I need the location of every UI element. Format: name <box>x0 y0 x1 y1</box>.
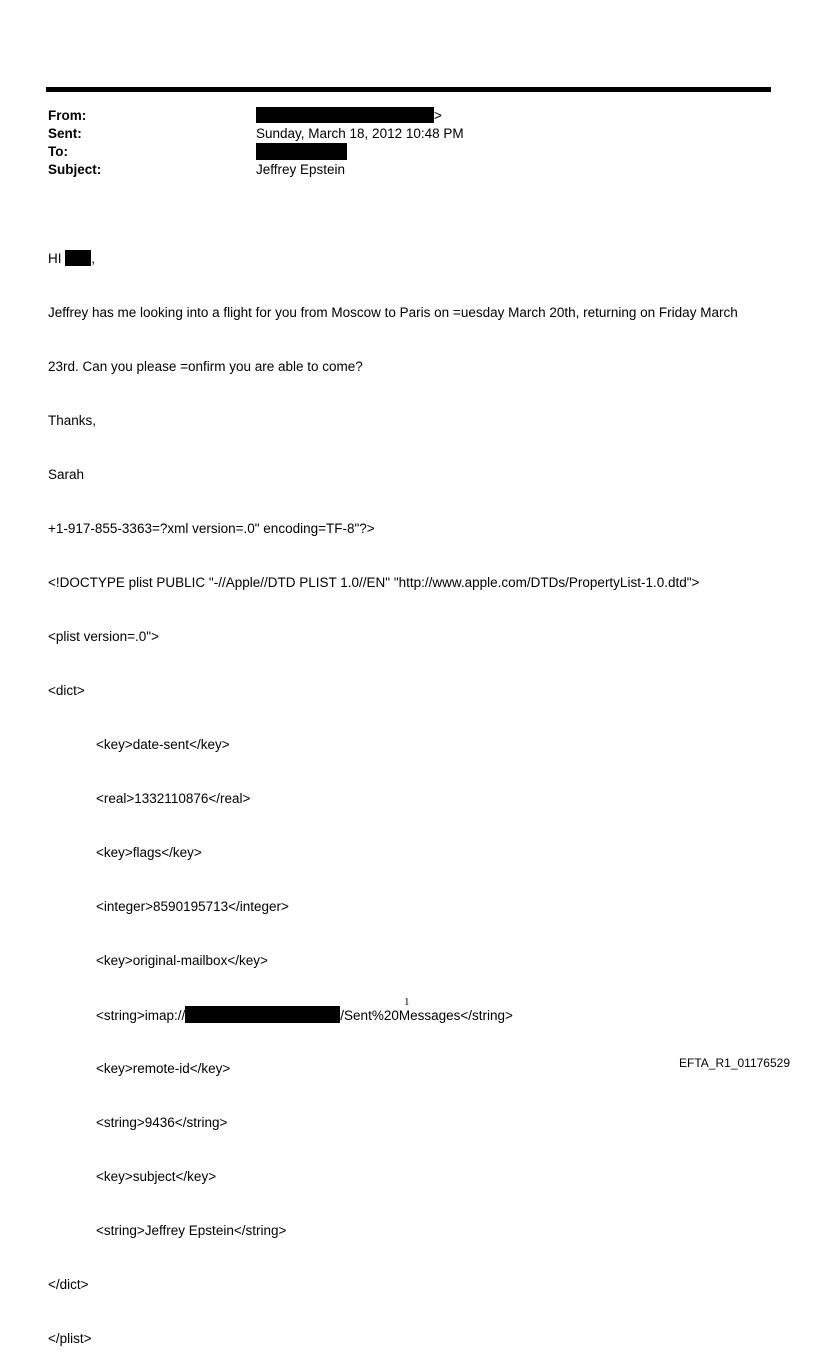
plist-key-line: <key>original-mailbox</key> <box>96 953 268 968</box>
thanks-line: Thanks, <box>48 413 97 428</box>
to-value <box>256 143 347 162</box>
redaction-box <box>185 1006 340 1023</box>
redaction-box <box>65 250 91 266</box>
from-value <box>256 107 442 125</box>
page-number: 1 <box>404 996 410 1008</box>
greeting-suffix: , <box>91 251 96 266</box>
plist-key-line: <key>subject</key> <box>96 1169 217 1184</box>
greeting: HI <box>48 251 62 266</box>
subject-label: Subject: <box>48 162 102 177</box>
plist-mailbox-line <box>48 1006 738 1024</box>
plist-key-line: <key>flags</key> <box>96 845 202 860</box>
from-label: From: <box>48 108 87 123</box>
document-id: EFTA_R1_01176529 <box>679 1056 790 1070</box>
from-suffix: > <box>434 108 442 123</box>
redaction-box <box>256 143 347 160</box>
plist-key-line: <key>date-sent</key> <box>96 737 230 752</box>
redaction-box <box>256 107 434 123</box>
greeting-line <box>48 250 738 268</box>
to-label: To: <box>48 144 68 159</box>
mailbox-suffix: /Sent%20Messages</string> <box>340 1008 513 1023</box>
plist-value-line: <integer>8590195713</integer> <box>96 899 289 914</box>
dict-open-line: <dict> <box>48 683 85 698</box>
email-body <box>48 214 738 1366</box>
dict-close-line: </dict> <box>48 1277 89 1292</box>
plist-close-line: </plist> <box>48 1331 92 1346</box>
plist-value-line: <string>9436</string> <box>96 1115 228 1130</box>
doctype-line: <!DOCTYPE plist PUBLIC "-//Apple//DTD PLIST 1.0//EN" "http://www.apple.com/DTDs/PropertyList-1.0.dtd"> <box>48 575 700 590</box>
sent-label: Sent: <box>48 126 82 141</box>
plist-key-line: <key>remote-id</key> <box>96 1061 231 1076</box>
body-line: Jeffrey has me looking into a flight for you from Moscow to Paris on =uesday March 20th, returning on Friday March <box>48 305 738 320</box>
plist-open-line: <plist version=.0"> <box>48 629 159 644</box>
phone-xml-line: +1-917-855-3363=?xml version=.0" encoding=TF-8"?> <box>48 521 375 536</box>
body-line: 23rd. Can you please =onfirm you are able to come? <box>48 359 363 374</box>
plist-value-line: <string>Jeffrey Epstein</string> <box>96 1223 287 1238</box>
signature-name: Sarah <box>48 467 85 482</box>
header-rule <box>46 87 771 92</box>
sent-value: Sunday, March 18, 2012 10:48 PM <box>256 126 464 141</box>
plist-value-line: <real>1332110876</real> <box>96 791 251 806</box>
subject-value: Jeffrey Epstein <box>256 162 346 177</box>
mailbox-prefix: <string>imap:// <box>96 1008 186 1023</box>
